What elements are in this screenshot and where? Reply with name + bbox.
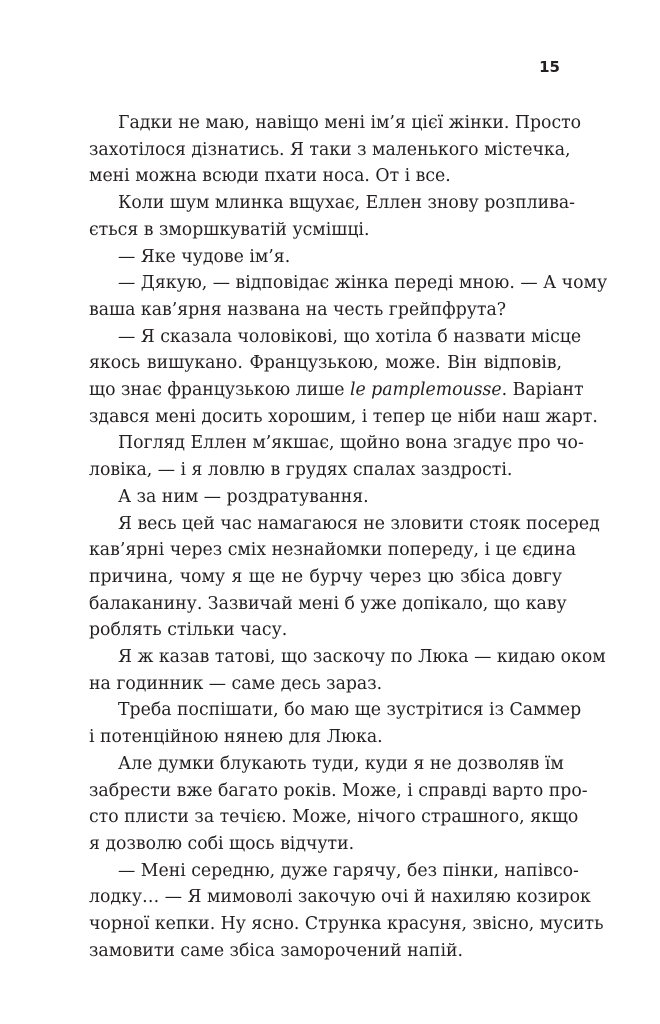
text-line: на годинник — саме десь зараз. [89, 673, 383, 694]
paragraph [89, 324, 598, 431]
text-line: роблять стільки часу. [89, 620, 288, 641]
body-text [89, 110, 608, 965]
text-line: причина, чому я ще не бурчу через цю збіса довгу [89, 566, 562, 587]
text-line: і потенційною нянею для Люка. [89, 727, 383, 748]
paragraph [89, 190, 575, 243]
text-line: мені можна всюди пхати носа. От і все. [89, 166, 451, 187]
text-line: здався мені досить хорошим, і тепер це ніби наш жарт. [89, 406, 598, 427]
text-line: замовити саме збіса заморочений напій. [89, 940, 463, 961]
text-line: А за ним — роздратування. [118, 486, 369, 507]
text-line: — Яке чудове ім’я. [118, 246, 291, 267]
paragraph [89, 511, 600, 645]
text-line: якось вишукано. Французькою, може. Він відповів, [89, 353, 562, 374]
paragraph [89, 644, 606, 697]
text-line: лодку… — Я мимоволі закочую очі й нахиляю козирок [89, 887, 591, 908]
text-line: — Мені середню, дуже гарячу, без пінки, напівсо- [118, 860, 579, 881]
text-line: Коли шум млинка вщухає, Еллен знову розплива- [118, 193, 575, 214]
paragraph [89, 484, 562, 511]
text-line: забрести вже багато років. Може, і справді варто про- [89, 780, 588, 801]
page-number: 15 [539, 58, 560, 76]
text-line: балаканину. Зазвичай мені б уже допікало, що каву [89, 593, 567, 614]
text-line: чорної кепки. Ну ясно. Струнка красуня, звісно, мусить [89, 914, 604, 935]
text-line: Треба поспішати, бо маю ще зустрітися із Саммер [118, 700, 582, 721]
paragraph [89, 110, 582, 190]
text-line: Я ж казав татові, що заскочу по Люка — кидаю оком [118, 647, 606, 668]
text-line: — Дякую, — відповідає жінка переді мною. — А чому [118, 273, 608, 294]
paragraph [89, 751, 588, 858]
paragraph [89, 430, 584, 483]
text-line: Але думки блукають туди, куди я не дозволяв їм [118, 753, 564, 774]
text-line: ваша кав’ярня названа на честь грейпфрута? [89, 299, 507, 320]
paragraph [89, 270, 608, 323]
text-line: — Я сказала чоловікові, що хотіла б назвати місце [118, 326, 582, 347]
paragraph [89, 244, 562, 271]
text-line: сто плисти за течією. Може, нічого страшного, якщо [89, 807, 579, 828]
paragraph [89, 858, 604, 965]
text-line: ловіка, — і я ловлю в грудях спалах заздрості. [89, 460, 513, 481]
text-line: Погляд Еллен м’якшає, щойно вона згадує про чо- [118, 433, 584, 454]
paragraph [89, 697, 582, 750]
text-line: захотілося дізнатись. Я таки з маленького містечка, [89, 139, 571, 160]
text-line: Я весь цей час намагаюся не зловити стояк посеред [118, 513, 600, 534]
text-line: що знає французькою лише le pamplemousse. Варіант [89, 380, 584, 401]
text-line: кав’ярні через сміх незнайомки попереду, і це єдина [89, 540, 577, 561]
text-line: я дозволю собі щось відчути. [89, 833, 355, 854]
text-line: Гадки не маю, навіщо мені ім’я цієї жінки. Просто [118, 113, 582, 133]
text-line: ється в зморшкуватій усмішці. [89, 219, 370, 240]
